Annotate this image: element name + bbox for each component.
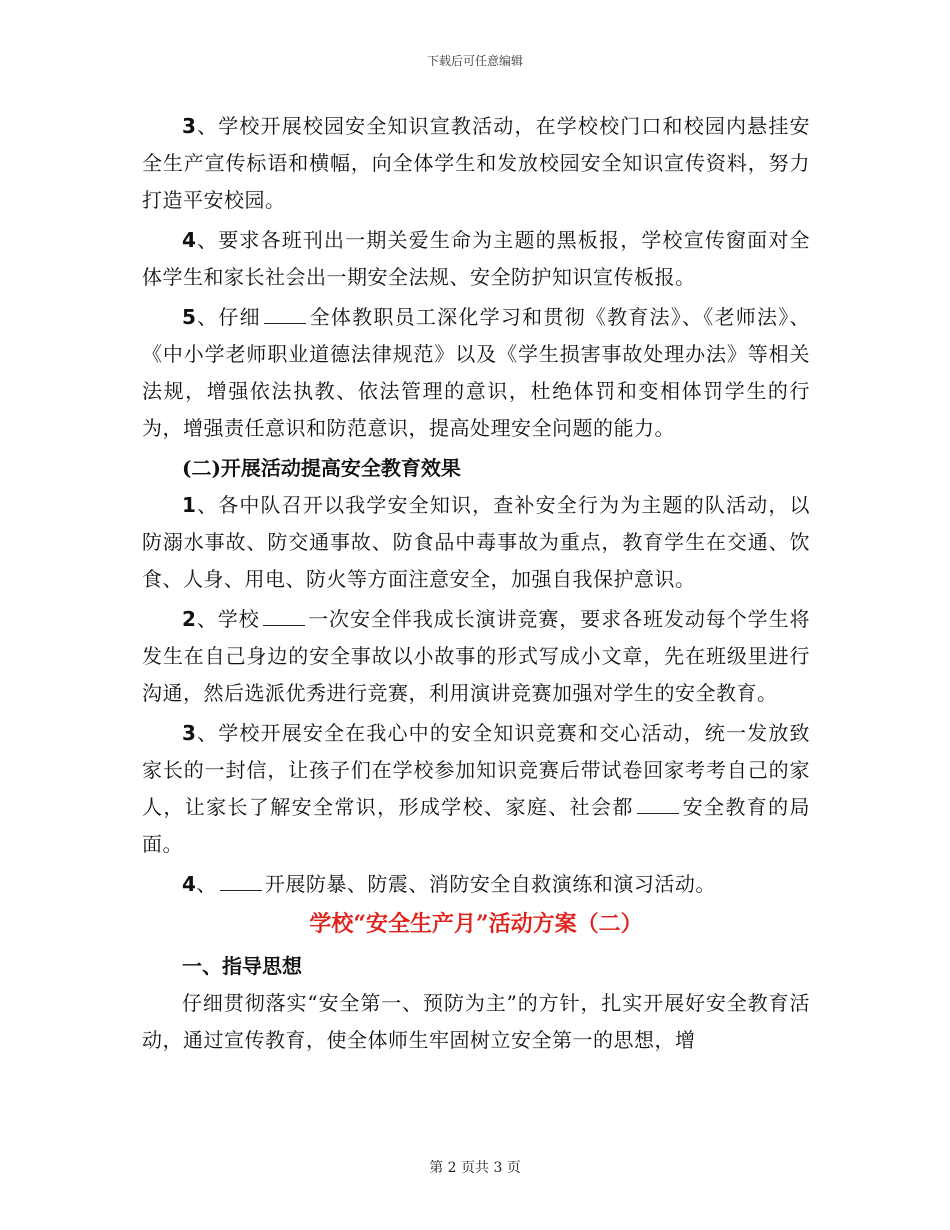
subheading: (二)开展活动提高安全教育效果 bbox=[182, 456, 461, 480]
fill-blank bbox=[264, 305, 306, 324]
paragraph-text: 、学校开展安全在我心中的安全知识竞赛和交心活动，统一发放致家长的一封信，让孩子们在学校参加知识竞赛后带试卷回家考考自己的家人，让家长了解安全常识，形成学校、家庭、社会都 bbox=[142, 721, 810, 819]
paragraph-text: 、仔细 bbox=[196, 305, 261, 329]
paragraph-item-5 bbox=[142, 299, 810, 447]
page-footer: 第 2 页共 3 页 bbox=[429, 1160, 521, 1176]
item-number: 2 bbox=[182, 607, 197, 631]
paragraph-text: 安全教育的局面。 bbox=[142, 795, 811, 856]
item-number: 3 bbox=[182, 721, 197, 745]
paragraph-text: 一次安全伴我成长演讲竞赛，要求各班发动每个学生将发生在自己身边的安全事故以小故事的形式写成小文章，先在班级里进行沟通，然后选派优秀进行竞赛，利用演讲竞赛加强对学生的安全教育。 bbox=[142, 607, 811, 705]
paragraph-activity-4 bbox=[142, 866, 810, 903]
paragraph-activity-1 bbox=[142, 487, 810, 598]
item-number: 4 bbox=[182, 228, 197, 252]
paragraph-activity-3 bbox=[142, 715, 810, 863]
section-title: 学校“安全生产月”活动方案（二） bbox=[309, 911, 643, 937]
paragraph-guiding-ideology: 仔细贯彻落实“安全第一、预防为主”的方针，扎实开展好安全教育活动，通过宣传教育，使全体师生牢固树立安全第一的思想，增 bbox=[142, 991, 810, 1052]
page-header-note: 下载后可任意编辑 bbox=[426, 54, 523, 68]
item-number: 3 bbox=[182, 114, 197, 138]
paragraph-text: 、学校 bbox=[196, 607, 260, 631]
item-number: 4 bbox=[182, 872, 197, 896]
paragraph-item-3 bbox=[142, 108, 810, 219]
heading-guiding-ideology: 一、指导思想 bbox=[182, 954, 302, 978]
paragraph-text: 、各中队召开以我学安全知识，查补安全行为为主题的队活动，以防溺水事故、防交通事故、防食品中毒事故为重点，教育学生在交通、饮食、人身、用电、防火等方面注意安全，加强自我保护意识。 bbox=[142, 493, 810, 591]
fill-blank bbox=[263, 607, 305, 626]
paragraph-item-4 bbox=[142, 222, 810, 296]
paragraph-activity-2 bbox=[142, 601, 810, 712]
fill-blank bbox=[637, 795, 679, 814]
fill-blank bbox=[220, 872, 262, 891]
document-body bbox=[142, 108, 810, 1059]
item-number: 5 bbox=[182, 305, 197, 329]
paragraph-text: 全体教职员工深化学习和贯彻《教育法》、《老师法》、《中小学老师职业道德法律规范》以及《学生损害事故处理办法》等相关法规，增强依法执教、依法管理的意识，杜绝体罚和变相体罚学生的行为，增强责任意识和防范意识，提高处理安全问题的能力。 bbox=[142, 305, 811, 440]
item-number: 1 bbox=[182, 493, 197, 517]
paragraph-text: 、学校开展校园安全知识宣教活动，在学校校门口和校园内悬挂安全生产宣传标语和横幅，向全体学生和发放校园安全知识宣传资料，努力打造平安校园。 bbox=[142, 114, 810, 212]
paragraph-text: 、要求各班刊出一期关爱生命为主题的黑板报，学校宣传窗面对全体学生和家长社会出一期安全法规、安全防护知识宣传板报。 bbox=[142, 228, 810, 289]
paragraph-text: 、 bbox=[196, 872, 217, 896]
paragraph-text: 开展防暴、防震、消防安全自救演练和演习活动。 bbox=[264, 872, 716, 896]
